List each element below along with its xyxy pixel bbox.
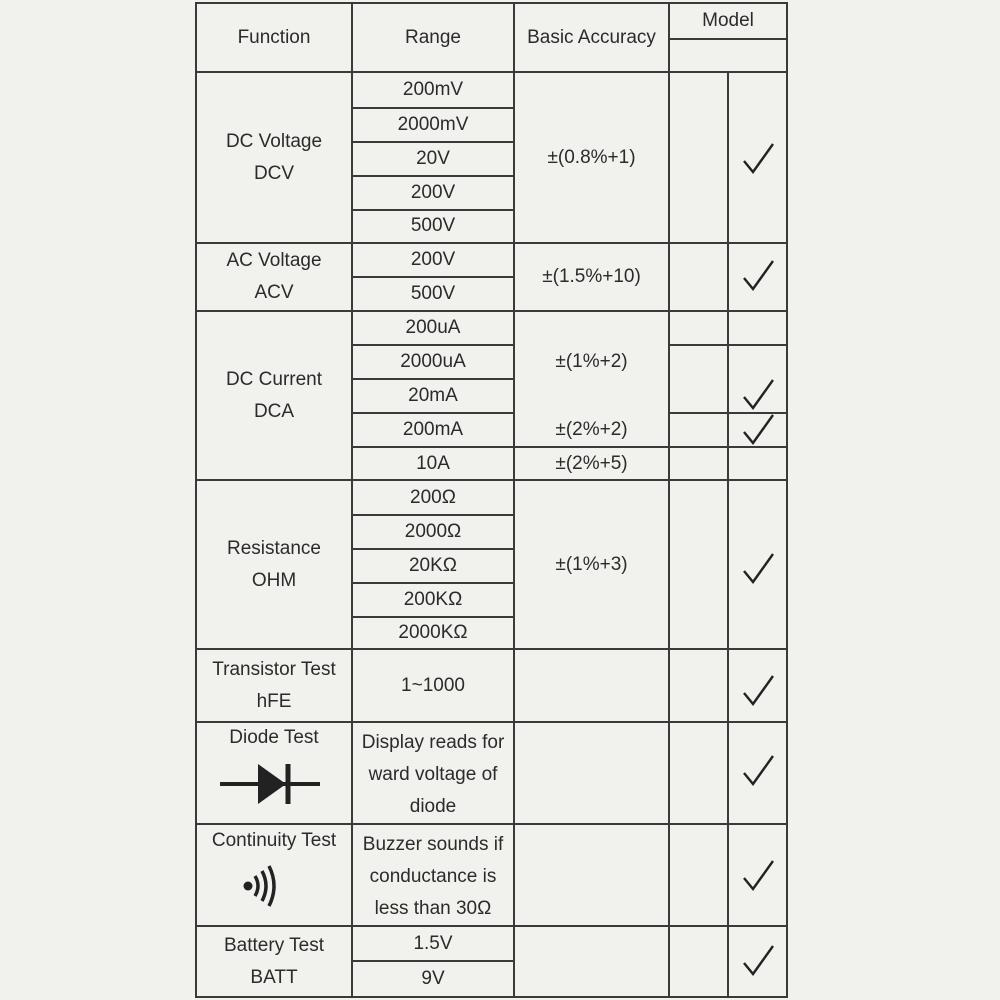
function-abbr: DCV xyxy=(253,162,295,184)
function-dca xyxy=(197,312,351,479)
range-cell: 1.5V xyxy=(413,932,453,954)
function-ohm xyxy=(197,481,351,648)
range-cell: 1~1000 xyxy=(401,674,465,696)
col-divider-model-sub xyxy=(727,72,729,998)
range-cell: 200Ω xyxy=(410,486,456,508)
description-line: diode xyxy=(409,796,457,817)
header-model: Model xyxy=(702,10,754,31)
accuracy-cell: ±(1%+2) xyxy=(555,351,628,372)
function-abbr: BATT xyxy=(250,966,298,988)
col-divider-model xyxy=(668,2,670,998)
range-cell: 500V xyxy=(410,215,456,236)
check-mark-icon xyxy=(738,376,778,416)
function-name: DC Voltage xyxy=(225,130,323,152)
check-mark-icon xyxy=(738,857,778,897)
range-cell: 200KΩ xyxy=(403,589,463,610)
function-continuity: Continuity Test xyxy=(211,830,337,851)
function-name: Resistance xyxy=(227,537,321,559)
description-line: less than 30Ω xyxy=(374,898,492,919)
accuracy-cell: ±(1.5%+10) xyxy=(542,266,641,287)
model-divider xyxy=(668,344,788,346)
description-line: Buzzer sounds if xyxy=(362,834,504,855)
header-accuracy: Basic Accuracy xyxy=(527,26,656,48)
accuracy-cell: ±(2%+5) xyxy=(555,452,628,474)
table-border-bottom xyxy=(195,996,788,998)
check-mark-icon xyxy=(738,257,778,297)
table-border-right xyxy=(786,2,788,998)
function-name: Transistor Test xyxy=(212,658,336,680)
description-line: conductance is xyxy=(369,866,497,887)
range-cell: 200mA xyxy=(402,419,464,440)
range-cell: 200uA xyxy=(405,317,461,338)
accuracy-cell: ±(2%+2) xyxy=(555,419,628,440)
check-mark-icon xyxy=(738,752,778,792)
description-line: Display reads for xyxy=(361,732,505,753)
range-cell: 20mA xyxy=(408,385,458,406)
range-cell: 9V xyxy=(421,968,445,989)
function-batt xyxy=(197,927,351,996)
model-header-divider xyxy=(668,38,788,40)
description-line: ward voltage of xyxy=(368,764,498,785)
diode-symbol-icon xyxy=(220,760,324,813)
function-abbr: ACV xyxy=(254,282,294,303)
accuracy-cell: ±(1%+3) xyxy=(555,553,628,575)
range-cell: 2000uA xyxy=(400,351,466,372)
function-name: Battery Test xyxy=(224,934,324,956)
range-cell: 500V xyxy=(410,283,456,304)
check-mark-icon xyxy=(738,550,778,590)
check-mark-icon xyxy=(738,672,778,712)
function-hfe xyxy=(197,650,351,721)
header-range: Range xyxy=(405,26,461,48)
range-cell: 2000mV xyxy=(397,113,469,135)
range-cell: 200V xyxy=(410,181,456,203)
function-abbr: hFE xyxy=(256,690,292,712)
function-acv xyxy=(197,244,351,310)
range-cell: 20KΩ xyxy=(408,555,457,576)
range-cell: 200mV xyxy=(402,79,464,100)
function-abbr: DCA xyxy=(253,400,295,422)
range-description xyxy=(353,727,513,823)
range-cell: 200V xyxy=(410,249,456,270)
function-abbr: OHM xyxy=(251,569,297,591)
header-function: Function xyxy=(237,26,311,48)
range-cell: 10A xyxy=(416,452,450,474)
range-cell: 2000KΩ xyxy=(398,622,468,643)
function-dcv xyxy=(197,73,351,242)
check-mark-icon xyxy=(738,411,778,451)
check-mark-icon xyxy=(738,140,778,180)
check-mark-icon xyxy=(738,942,778,982)
function-name: DC Current xyxy=(225,368,323,390)
range-description xyxy=(353,829,513,925)
function-name: AC Voltage xyxy=(226,250,322,271)
buzzer-sound-icon xyxy=(243,864,279,913)
range-cell: 20V xyxy=(416,147,450,169)
function-diode: Diode Test xyxy=(229,727,319,748)
range-cell: 2000Ω xyxy=(404,521,462,542)
accuracy-cell: ±(0.8%+1) xyxy=(547,146,636,168)
